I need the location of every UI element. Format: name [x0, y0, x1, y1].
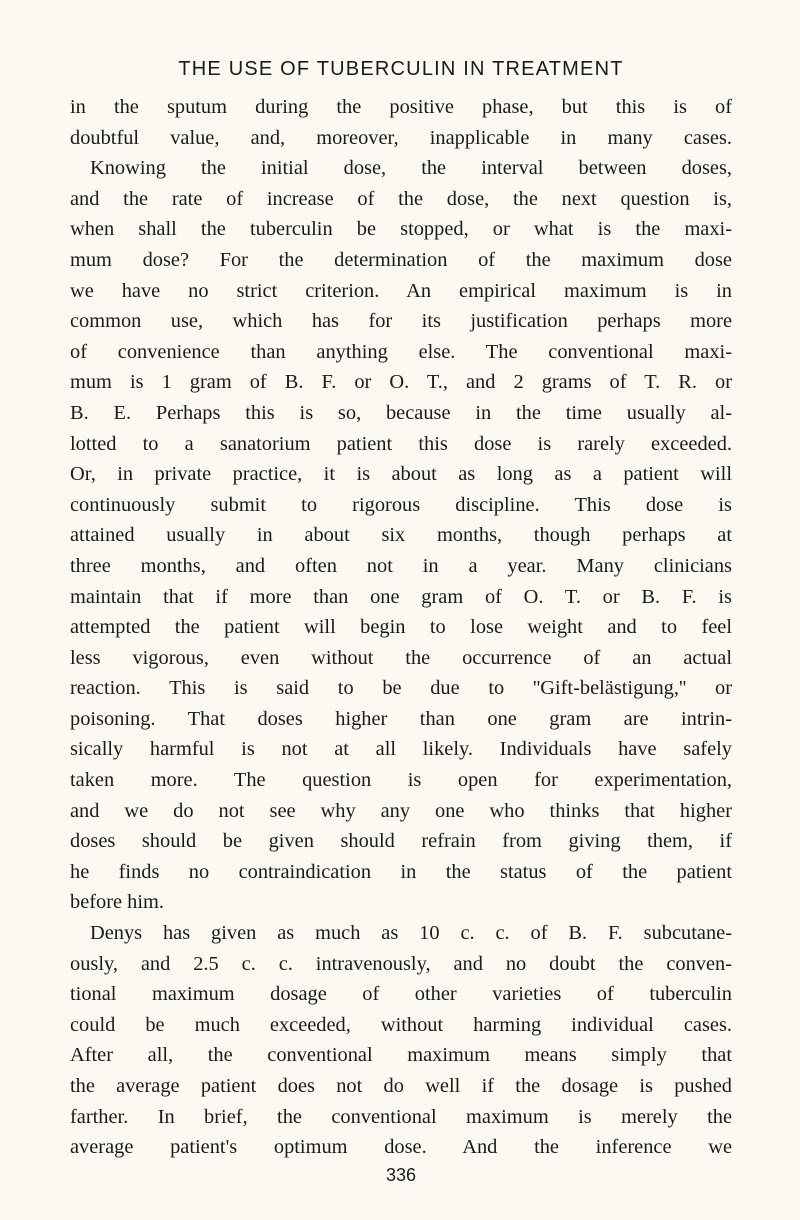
text-line: and we do not see why any one who thinks that higher [70, 799, 732, 822]
text-line: lotted to a sanatorium patient this dose is rarely exceeded. [70, 432, 732, 455]
text-line: before him. [70, 891, 164, 914]
text-line: he finds no contraindication in the status of the patient [70, 860, 732, 883]
text-line: attempted the patient will begin to lose weight and to feel [70, 616, 732, 639]
text-line: we have no strict criterion. An empirical maximum is in [70, 279, 732, 302]
text-line: mum dose? For the determination of the maximum dose [70, 248, 732, 271]
text-line: continuously submit to rigorous discipline. This dose is [70, 493, 732, 516]
text-line: average patient's optimum dose. And the inference we [70, 1136, 732, 1159]
text-line: three months, and often not in a year. Many clinicians [70, 554, 732, 577]
text-line: taken more. The question is open for experimentation, [70, 769, 732, 792]
text-line: of convenience than anything else. The conventional maxi- [70, 340, 732, 363]
text-line: reaction. This is said to be due to ''Gift-belästigung,'' or [70, 677, 732, 700]
body-text [70, 92, 732, 1163]
text-line: maintain that if more than one gram of O. T. or B. F. is [70, 585, 732, 608]
text-line: common use, which has for its justification perhaps more [70, 310, 732, 333]
book-page [70, 0, 732, 1186]
text-line: mum is 1 gram of B. F. or O. T., and 2 grams of T. R. or [70, 371, 732, 394]
text-line: doses should be given should refrain from giving them, if [70, 830, 732, 853]
running-header: THE USE OF TUBERCULIN IN TREATMENT [178, 58, 624, 80]
text-line: less vigorous, even without the occurrence of an actual [70, 646, 732, 669]
text-line: Or, in private practice, it is about as long as a patient will [70, 463, 732, 486]
text-line: sically harmful is not at all likely. Individuals have safely [70, 738, 732, 761]
text-line: the average patient does not do well if the dosage is pushed [70, 1075, 732, 1097]
text-line: tional maximum dosage of other varieties of tuberculin [70, 983, 732, 1006]
text-line: Denys has given as much as 10 c. c. of B. F. subcutane- [90, 922, 732, 945]
text-line: attained usually in about six months, though perhaps at [70, 524, 732, 547]
text-line: After all, the conventional maximum means simply that [70, 1044, 732, 1067]
text-line: doubtful value, and, moreover, inapplicable in many cases. [70, 126, 732, 149]
text-line: could be much exceeded, without harming individual cases. [70, 1013, 732, 1036]
text-line: B. E. Perhaps this is so, because in the time usually al- [70, 401, 732, 424]
page-number: 336 [385, 1164, 417, 1185]
text-line: ously, and 2.5 c. c. intravenously, and no doubt the conven- [70, 952, 732, 975]
text-line: farther. In brief, the conventional maximum is merely the [70, 1105, 732, 1128]
text-line: poisoning. That doses higher than one gram are intrin- [70, 707, 732, 730]
text-line: when shall the tuberculin be stopped, or what is the maxi- [70, 218, 732, 241]
text-line: in the sputum during the positive phase, but this is of [70, 96, 732, 118]
text-line: Knowing the initial dose, the interval between doses, [90, 157, 732, 180]
text-line: and the rate of increase of the dose, the next question is, [70, 187, 732, 210]
